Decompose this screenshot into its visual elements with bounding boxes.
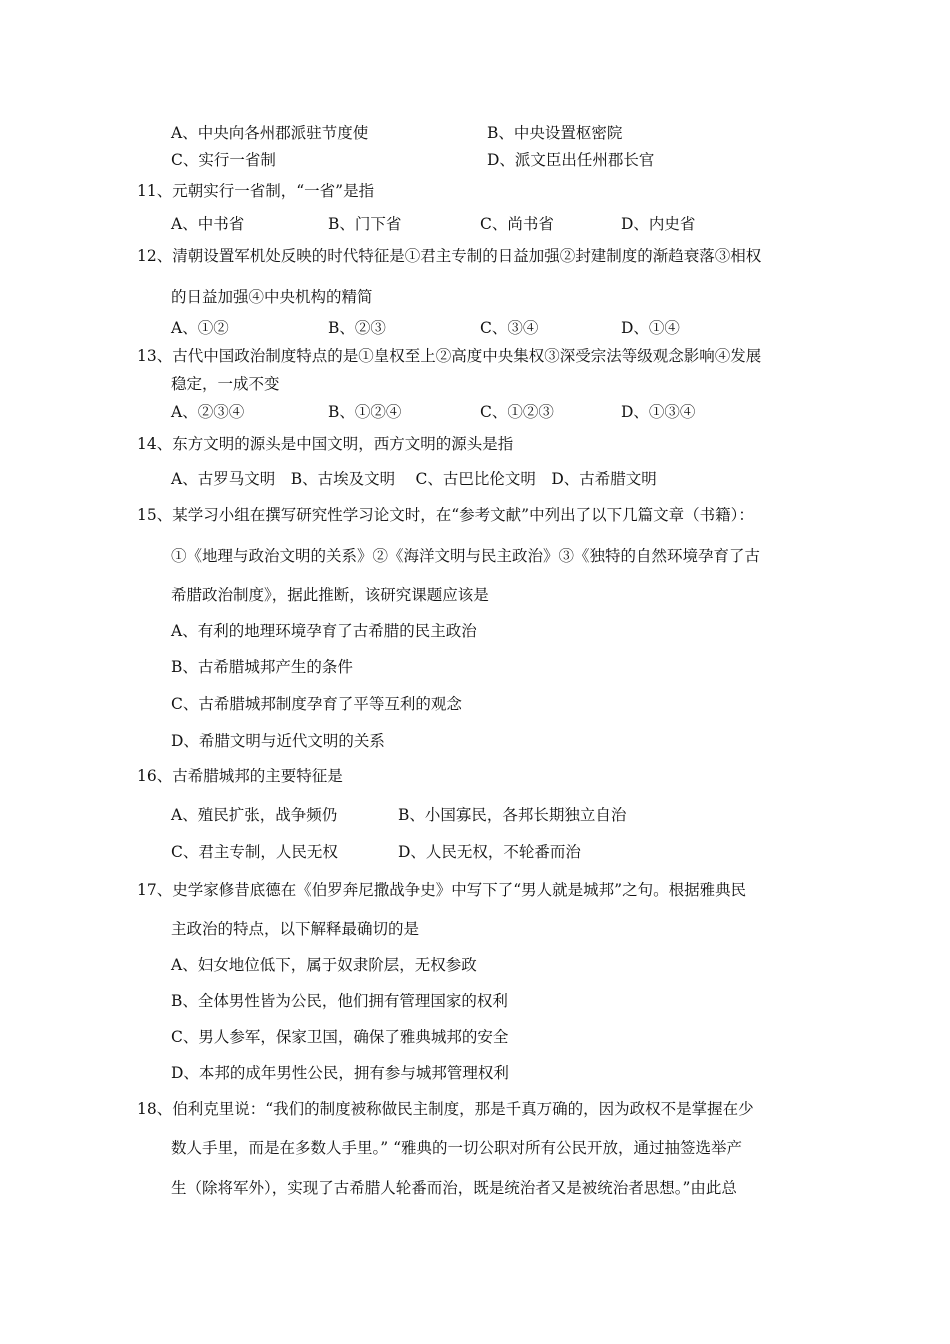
q16-stem: 16、古希腊城邦的主要特征是 [137,767,343,785]
q15-stem-line1: 15、某学习小组在撰写研究性学习论文时，在“参考文献”中列出了以下几篇文章（书籍）： [137,506,754,524]
q15-stem-line3: 希腊政治制度》，据此推断，该研究课题应该是 [171,586,489,604]
q10-option-c: C、实行一省制 [171,151,276,169]
q13-stem-line2: 稳定，一成不变 [171,375,280,393]
q13-option-a: A、②③④ [171,403,245,421]
q14-stem: 14、东方文明的源头是中国文明，西方文明的源头是指 [137,435,514,453]
q10-option-d: D、派文臣出任州郡长官 [487,151,655,169]
q12-option-c: C、③④ [480,319,539,337]
q16-option-b: B、小国寡民，各邦长期独立自治 [398,806,627,824]
q12-option-d: D、①④ [621,319,680,337]
q17-option-b: B、全体男性皆为公民，他们拥有管理国家的权利 [171,992,508,1010]
q11-option-d: D、内史省 [621,215,696,233]
q13-stem-line1: 13、古代中国政治制度特点的是①皇权至上②高度中央集权③深受宗法等级观念影响④发展 [137,347,762,365]
q13-option-c: C、①②③ [480,403,554,421]
q18-stem-line2: 数人手里，而是在多数人手里。” “雅典的一切公职对所有公民开放，通过抽签选举产 [171,1139,743,1157]
q17-stem-line1: 17、史学家修昔底德在《伯罗奔尼撒战争史》中写下了“男人就是城邦”之句。根据雅典民 [137,881,747,899]
q18-stem-line3: 生（除将军外），实现了古希腊人轮番而治，既是统治者又是被统治者思想。”由此总 [171,1179,737,1197]
q11-option-c: C、尚书省 [480,215,554,233]
q17-stem-line2: 主政治的特点，以下解释最确切的是 [171,920,420,938]
q13-option-d: D、①③④ [621,403,696,421]
q15-option-b: B、古希腊城邦产生的条件 [171,658,353,676]
q16-option-a: A、殖民扩张，战争频仍 [171,806,338,824]
q17-option-c: C、男人参军，保家卫国，确保了雅典城邦的安全 [171,1028,509,1046]
q13-option-b: B、①②④ [328,403,402,421]
q15-option-c: C、古希腊城邦制度孕育了平等互利的观念 [171,695,462,713]
q17-option-a: A、妇女地位低下，属于奴隶阶层，无权参政 [171,956,477,974]
q15-option-a: A、有利的地理环境孕育了古希腊的民主政治 [171,622,477,640]
q12-stem-line2: 的日益加强④中央机构的精简 [171,288,373,306]
q11-option-a: A、中书省 [171,215,245,233]
q10-option-a: A、中央向各州郡派驻节度使 [171,124,369,142]
q11-stem: 11、元朝实行一省制，“一省”是指 [137,182,375,200]
q10-option-b: B、中央设置枢密院 [487,124,623,142]
q12-option-a: A、①② [171,319,229,337]
q12-option-b: B、②③ [328,319,386,337]
q18-stem-line1: 18、伯利克里说：“我们的制度被称做民主制度，那是千真万确的，因为政权不是掌握在少 [137,1100,754,1118]
q15-stem-line2: ①《地理与政治文明的关系》②《海洋文明与民主政治》③《独特的自然环境孕育了古 [171,547,761,565]
q14-options: A、古罗马文明 B、古埃及文明 C、古巴比伦文明 D、古希腊文明 [171,470,657,488]
q15-option-d: D、希腊文明与近代文明的关系 [171,732,385,750]
q16-option-c: C、君主专制，人民无权 [171,843,338,861]
q16-option-d: D、人民无权，不轮番而治 [398,843,581,861]
q17-option-d: D、本邦的成年男性公民，拥有参与城邦管理权利 [171,1064,509,1082]
q11-option-b: B、门下省 [328,215,402,233]
q12-stem-line1: 12、清朝设置军机处反映的时代特征是①君主专制的日益加强②封建制度的渐趋衰落③相权 [137,247,762,265]
